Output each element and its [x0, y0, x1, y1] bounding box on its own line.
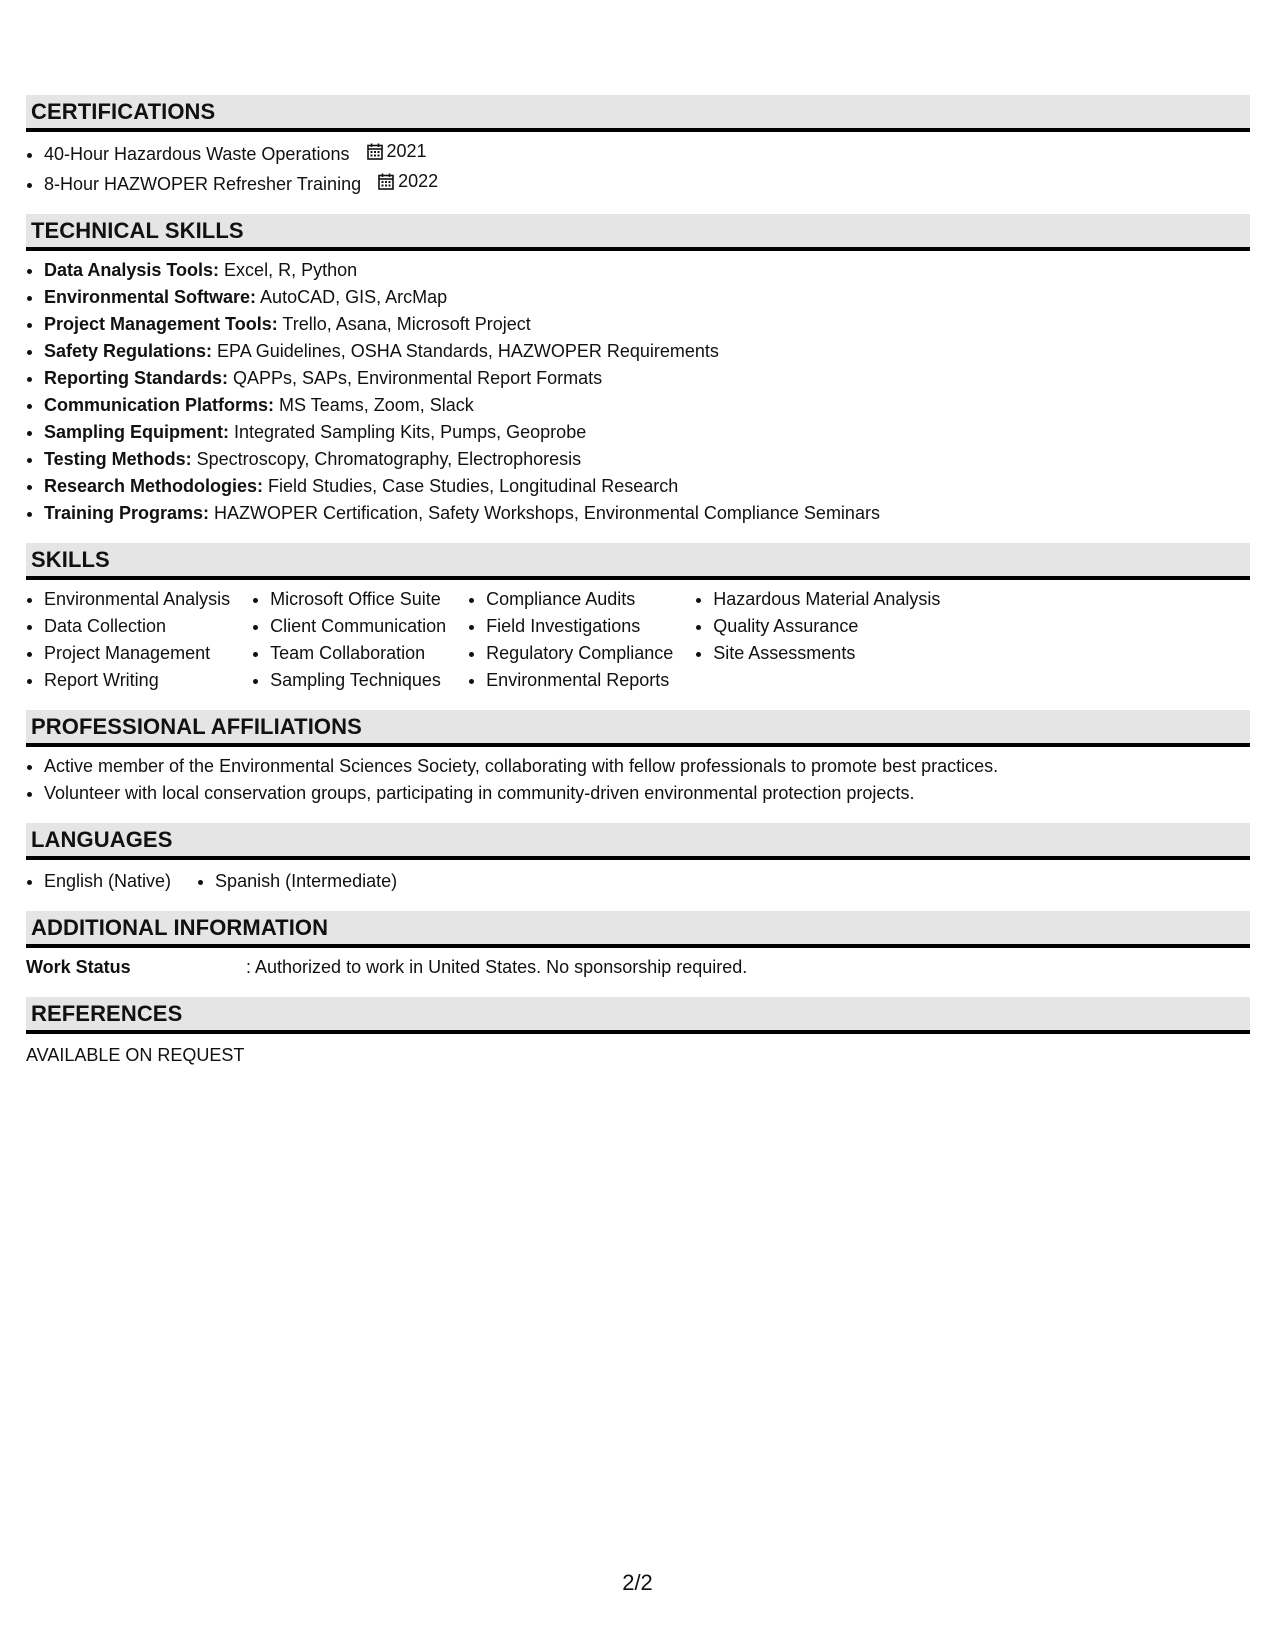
skill-values: AutoCAD, GIS, ArcMap — [256, 287, 448, 307]
language-item: • English (Native) — [44, 868, 171, 895]
skill-values: HAZWOPER Certification, Safety Workshops, Environmental Compliance Seminars — [209, 503, 880, 523]
section-title: PROFESSIONAL AFFILIATIONS — [31, 713, 362, 739]
technical-skill-item — [44, 419, 1250, 446]
skills-column — [252, 586, 446, 694]
section-title: LANGUAGES — [31, 826, 173, 852]
section-header — [26, 95, 1250, 132]
skill-values: Spectroscopy, Chromatography, Electrophoresis — [191, 449, 582, 469]
skill-values: Trello, Asana, Microsoft Project — [277, 314, 531, 334]
affiliation-item: • Volunteer with local conservation groups, participating in community-driven environmental protection projects. — [44, 780, 1250, 807]
skill-values: Integrated Sampling Kits, Pumps, Geoprobe — [229, 422, 587, 442]
certification-name: 8-Hour HAZWOPER Refresher Training — [44, 174, 362, 194]
section-header — [26, 214, 1250, 251]
skills-column — [695, 586, 940, 694]
skill-values: EPA Guidelines, OSHA Standards, HAZWOPER Requirements — [212, 341, 719, 361]
technical-skill-item — [44, 311, 1250, 338]
affiliations-section — [26, 710, 1250, 807]
skill-values: Field Studies, Case Studies, Longitudinal Research — [263, 476, 679, 496]
skill-item: • Team Collaboration — [270, 640, 446, 667]
skill-item: • Project Management — [44, 640, 230, 667]
technical-skill-item — [44, 446, 1250, 473]
technical-skills-section — [26, 214, 1250, 527]
certification-item — [44, 138, 1250, 168]
skill-item: • Environmental Analysis — [44, 586, 230, 613]
skill-item: • Report Writing — [44, 667, 230, 694]
page-number: 2/2 — [622, 1570, 653, 1595]
skills-grid — [26, 586, 1250, 694]
skill-item: • Environmental Reports — [486, 667, 673, 694]
language-item: • Spanish (Intermediate) — [215, 868, 397, 895]
section-title: REFERENCES — [31, 1000, 183, 1026]
section-header — [26, 911, 1250, 948]
section-header — [26, 823, 1250, 860]
skill-item: • Site Assessments — [713, 640, 940, 667]
skill-item: • Microsoft Office Suite — [270, 586, 446, 613]
skill-category: Project Management Tools: — [44, 314, 278, 334]
certification-year: 2022 — [398, 171, 439, 191]
resume-page — [26, 95, 1250, 1085]
references-text: AVAILABLE ON REQUEST — [26, 1045, 245, 1065]
technical-skill-item — [44, 284, 1250, 311]
skill-category: Data Analysis Tools: — [44, 260, 220, 280]
certification-name: 40-Hour Hazardous Waste Operations — [44, 144, 350, 164]
section-header — [26, 997, 1250, 1034]
calendar-icon — [378, 173, 394, 190]
references-section — [26, 997, 1250, 1069]
certification-year: 2021 — [386, 141, 427, 161]
section-title: ADDITIONAL INFORMATION — [31, 914, 329, 940]
skill-item: • Compliance Audits — [486, 586, 673, 613]
skill-item: • Field Investigations — [486, 613, 673, 640]
skill-item: • Regulatory Compliance — [486, 640, 673, 667]
technical-skills-list — [26, 257, 1250, 527]
certifications-list — [26, 138, 1250, 198]
technical-skill-item — [44, 257, 1250, 284]
technical-skill-item — [44, 392, 1250, 419]
skill-category: Sampling Equipment: — [44, 422, 230, 442]
skills-column — [26, 586, 230, 694]
skills-section — [26, 543, 1250, 694]
section-header — [26, 710, 1250, 747]
certification-date — [367, 138, 427, 165]
technical-skill-item — [44, 365, 1250, 392]
skills-column — [468, 586, 673, 694]
skill-item: • Client Communication — [270, 613, 446, 640]
skill-category: Research Methodologies: — [44, 476, 264, 496]
languages-list — [26, 868, 1250, 895]
certifications-section — [26, 95, 1250, 198]
section-title: TECHNICAL SKILLS — [31, 217, 244, 243]
skill-item: • Hazardous Material Analysis — [713, 586, 940, 613]
skill-values: QAPPs, SAPs, Environmental Report Formats — [228, 368, 603, 388]
affiliations-list — [26, 753, 1250, 807]
certification-item — [44, 168, 1250, 198]
work-status-row — [26, 954, 1250, 981]
technical-skill-item — [44, 500, 1250, 527]
work-status-value: : Authorized to work in United States. No sponsorship required. — [246, 957, 748, 977]
technical-skill-item — [44, 338, 1250, 365]
skill-values: MS Teams, Zoom, Slack — [274, 395, 474, 415]
skill-category: Environmental Software: — [44, 287, 257, 307]
skill-values: Excel, R, Python — [219, 260, 358, 280]
skill-item: • Quality Assurance — [713, 613, 940, 640]
languages-section — [26, 823, 1250, 895]
section-header — [26, 543, 1250, 580]
technical-skill-item — [44, 473, 1250, 500]
skill-category: Communication Platforms: — [44, 395, 275, 415]
certification-date — [378, 168, 438, 195]
skill-category: Training Programs: — [44, 503, 210, 523]
skill-category: Reporting Standards: — [44, 368, 229, 388]
calendar-icon — [367, 143, 383, 160]
section-title: SKILLS — [31, 546, 110, 572]
skill-category: Safety Regulations: — [44, 341, 213, 361]
section-title: CERTIFICATIONS — [31, 98, 216, 124]
skill-item: • Data Collection — [44, 613, 230, 640]
additional-info-section — [26, 911, 1250, 981]
affiliation-item: • Active member of the Environmental Sciences Society, collaborating with fellow professionals to promote best practices. — [44, 753, 1250, 780]
skill-category: Testing Methods: — [44, 449, 192, 469]
work-status-label: Work Status — [26, 957, 131, 977]
skill-item: • Sampling Techniques — [270, 667, 446, 694]
